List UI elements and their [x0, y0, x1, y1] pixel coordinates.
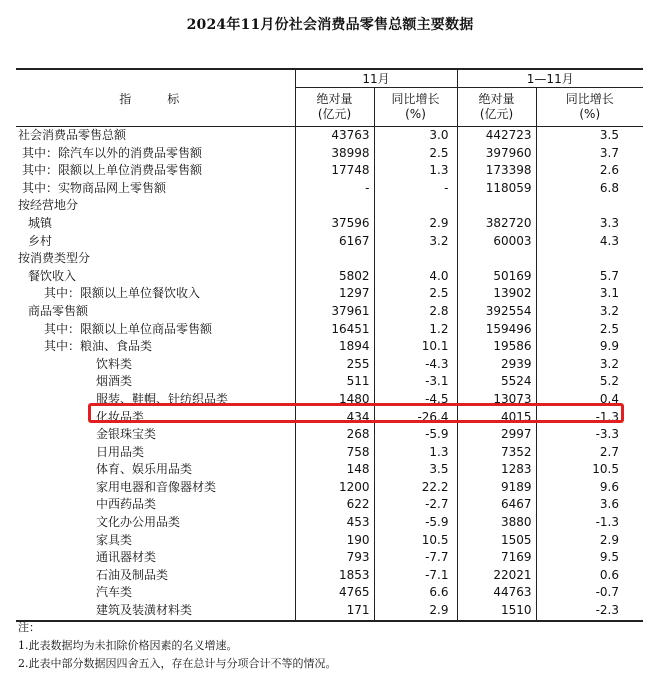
row-label: 社会消费品零售总额	[18, 128, 127, 142]
cell-ytd-abs: 7169	[457, 549, 536, 567]
cell-month-abs: 255	[295, 356, 374, 374]
cell-ytd-abs: 5524	[457, 373, 536, 391]
row-label: 中西药品类	[96, 497, 157, 512]
row-label: 石油及制品类	[96, 567, 169, 582]
cell-ytd-growth: -2.3	[536, 602, 643, 621]
row-label: 按经营地分	[18, 198, 79, 213]
cell-ytd-abs: 1283	[457, 461, 536, 479]
retail-sales-table	[16, 68, 643, 622]
cell-month-abs: -	[295, 180, 374, 198]
cell-ytd-abs: 44763	[457, 584, 536, 602]
cell-ytd-growth: 10.5	[536, 461, 643, 479]
cell-month-growth: 10.1	[374, 338, 457, 356]
row-label: 文化办公用品类	[96, 515, 181, 530]
page-title: 2024年11月份社会消费品零售总额主要数据	[186, 17, 474, 33]
cell-ytd-abs: 159496	[457, 321, 536, 339]
cell-month-abs: 16451	[295, 321, 374, 339]
cell-month-growth: 1.3	[374, 444, 457, 462]
table-row	[16, 584, 643, 602]
cell-month-growth: -4.5	[374, 391, 457, 409]
cell-ytd-abs: 50169	[457, 268, 536, 286]
table-row	[16, 461, 643, 479]
table-row	[16, 250, 643, 268]
cell-month-abs	[295, 197, 374, 215]
cell-ytd-abs: 7352	[457, 444, 536, 462]
cell-ytd-growth: 3.6	[536, 496, 643, 514]
cell-ytd-abs: 2997	[457, 426, 536, 444]
cell-month-growth: -5.9	[374, 514, 457, 532]
cell-ytd-abs: 13902	[457, 285, 536, 303]
cell-month-abs: 1297	[295, 285, 374, 303]
row-label: 其中：限额以上单位商品零售额	[44, 321, 213, 336]
cell-ytd-growth	[536, 197, 643, 215]
cell-month-abs: 190	[295, 532, 374, 550]
cell-month-abs: 758	[295, 444, 374, 462]
col-header-abs: 绝对量 (亿元)	[457, 88, 536, 127]
cell-month-growth: 4.0	[374, 268, 457, 286]
indicator-header: 指 标	[16, 69, 295, 127]
cell-ytd-abs: 9189	[457, 479, 536, 497]
row-label: 商品零售额	[28, 303, 89, 318]
row-label: 饮料类	[96, 356, 133, 371]
row-label: 其中：限额以上单位消费品零售额	[22, 163, 203, 178]
cell-month-growth: 3.5	[374, 461, 457, 479]
table-row	[16, 233, 643, 251]
row-label: 建筑及装潢材料类	[16, 602, 295, 621]
cell-ytd-growth: 2.9	[536, 532, 643, 550]
row-label: 通讯器材类	[96, 550, 157, 565]
cell-month-growth: 1.2	[374, 321, 457, 339]
cell-ytd-growth: 2.5	[536, 321, 643, 339]
cell-ytd-abs: 3880	[457, 514, 536, 532]
cell-month-abs: 43763	[295, 127, 374, 145]
notes	[18, 619, 337, 673]
cell-ytd-growth: -1.3	[536, 409, 643, 427]
cell-ytd-abs: 397960	[457, 145, 536, 163]
table-row	[16, 145, 643, 163]
period-header-november: 11月	[295, 69, 457, 88]
cell-month-growth: 22.2	[374, 479, 457, 497]
table-row	[16, 426, 643, 444]
cell-month-growth: 2.8	[374, 303, 457, 321]
cell-month-abs: 148	[295, 461, 374, 479]
cell-month-growth: -3.1	[374, 373, 457, 391]
table-row	[16, 373, 643, 391]
cell-month-abs: 37596	[295, 215, 374, 233]
cell-month-growth: -	[374, 180, 457, 198]
cell-month-abs: 171	[295, 602, 374, 621]
row-label: 餐饮收入	[28, 268, 77, 283]
cell-month-abs	[295, 250, 374, 268]
table-row	[16, 391, 643, 409]
cell-month-abs: 1853	[295, 567, 374, 585]
cell-month-abs: 453	[295, 514, 374, 532]
row-label: 金银珠宝类	[96, 427, 157, 442]
note-line: 2.此表中部分数据因四舍五入，存在总计与分项合计不等的情况。	[18, 657, 337, 670]
cell-ytd-growth: 3.3	[536, 215, 643, 233]
cell-month-abs: 1894	[295, 338, 374, 356]
cell-ytd-growth: 9.6	[536, 479, 643, 497]
table-row	[16, 127, 643, 145]
cell-month-growth: -26.4	[374, 409, 457, 427]
cell-month-growth: 6.6	[374, 584, 457, 602]
cell-ytd-abs: 6467	[457, 496, 536, 514]
cell-ytd-abs: 19586	[457, 338, 536, 356]
cell-ytd-abs: 173398	[457, 162, 536, 180]
cell-month-growth: 2.9	[374, 602, 457, 621]
cell-month-abs: 434	[295, 409, 374, 427]
row-label: 乡村	[28, 233, 53, 248]
cell-month-growth	[374, 250, 457, 268]
row-label: 服装、鞋帽、针纺织品类	[96, 391, 229, 406]
cell-ytd-abs: 22021	[457, 567, 536, 585]
cell-month-growth: 2.9	[374, 215, 457, 233]
table-row	[16, 567, 643, 585]
row-label: 化妆品类	[96, 409, 145, 424]
table-row	[16, 479, 643, 497]
notes-heading: 注：	[18, 621, 40, 634]
cell-ytd-growth: 3.7	[536, 145, 643, 163]
table-row	[16, 197, 643, 215]
cell-month-abs: 4765	[295, 584, 374, 602]
period-header-jan-nov: 1—11月	[457, 69, 643, 88]
cell-month-growth: 10.5	[374, 532, 457, 550]
cell-month-growth: -5.9	[374, 426, 457, 444]
table-row	[16, 162, 643, 180]
table-row	[16, 602, 643, 621]
cell-month-abs: 622	[295, 496, 374, 514]
row-label: 家具类	[96, 532, 133, 547]
cell-month-growth: 2.5	[374, 145, 457, 163]
cell-ytd-abs: 1505	[457, 532, 536, 550]
table-row	[16, 303, 643, 321]
cell-month-abs: 511	[295, 373, 374, 391]
cell-ytd-abs	[457, 250, 536, 268]
cell-ytd-growth: 3.1	[536, 285, 643, 303]
table-row	[16, 338, 643, 356]
table-row	[16, 268, 643, 286]
row-label: 其中：限额以上单位餐饮收入	[44, 286, 201, 301]
cell-month-abs: 17748	[295, 162, 374, 180]
row-label: 城镇	[28, 215, 53, 230]
cell-ytd-abs: 4015	[457, 409, 536, 427]
cell-ytd-growth: 5.7	[536, 268, 643, 286]
cell-ytd-abs: 1510	[457, 602, 536, 621]
table-row	[16, 444, 643, 462]
table-row	[16, 285, 643, 303]
cell-ytd-growth: 0.6	[536, 567, 643, 585]
cell-month-growth: -7.7	[374, 549, 457, 567]
row-label: 体育、娱乐用品类	[96, 462, 193, 477]
cell-ytd-growth: 3.2	[536, 356, 643, 374]
cell-month-growth: 3.2	[374, 233, 457, 251]
row-label: 家用电器和音像器材类	[96, 479, 217, 494]
table-row	[16, 409, 643, 427]
cell-month-growth	[374, 197, 457, 215]
cell-ytd-growth: 2.6	[536, 162, 643, 180]
cell-ytd-growth: 6.8	[536, 180, 643, 198]
cell-ytd-abs: 13073	[457, 391, 536, 409]
cell-ytd-abs: 392554	[457, 303, 536, 321]
cell-month-growth: -7.1	[374, 567, 457, 585]
cell-ytd-abs: 442723	[457, 127, 536, 145]
cell-month-abs: 793	[295, 549, 374, 567]
cell-ytd-abs: 382720	[457, 215, 536, 233]
row-label: 其中：除汽车以外的消费品零售额	[22, 145, 203, 160]
cell-ytd-growth: 2.7	[536, 444, 643, 462]
table-row	[16, 549, 643, 567]
cell-month-abs: 5802	[295, 268, 374, 286]
cell-ytd-growth: -3.3	[536, 426, 643, 444]
row-label: 汽车类	[96, 585, 133, 600]
row-label: 其中：粮油、食品类	[44, 339, 153, 354]
cell-ytd-growth: 4.3	[536, 233, 643, 251]
row-label: 其中：实物商品网上零售额	[22, 180, 167, 195]
table-row	[16, 180, 643, 198]
cell-ytd-growth: 5.2	[536, 373, 643, 391]
cell-month-growth: 3.0	[374, 127, 457, 145]
table-row	[16, 321, 643, 339]
cell-ytd-abs	[457, 197, 536, 215]
cell-ytd-growth: 3.5	[536, 127, 643, 145]
row-label: 日用品类	[96, 444, 145, 459]
cell-month-growth: -4.3	[374, 356, 457, 374]
cell-ytd-abs: 118059	[457, 180, 536, 198]
table-row	[16, 496, 643, 514]
cell-month-abs: 1200	[295, 479, 374, 497]
col-header-abs: 绝对量 (亿元)	[295, 88, 374, 127]
cell-month-growth: 2.5	[374, 285, 457, 303]
table-row	[16, 514, 643, 532]
cell-month-abs: 38998	[295, 145, 374, 163]
cell-ytd-growth	[536, 250, 643, 268]
cell-month-growth: -2.7	[374, 496, 457, 514]
table-row	[16, 532, 643, 550]
row-label: 按消费类型分	[18, 251, 91, 266]
table-row	[16, 215, 643, 233]
cell-month-abs: 268	[295, 426, 374, 444]
cell-ytd-growth: 0.4	[536, 391, 643, 409]
cell-month-abs: 1480	[295, 391, 374, 409]
cell-ytd-growth: 9.5	[536, 549, 643, 567]
cell-ytd-growth: -1.3	[536, 514, 643, 532]
col-header-growth: 同比增长 (%)	[374, 88, 457, 127]
col-header-growth: 同比增长 (%)	[536, 88, 643, 127]
row-label: 烟酒类	[96, 374, 133, 389]
cell-ytd-growth: -0.7	[536, 584, 643, 602]
cell-month-abs: 6167	[295, 233, 374, 251]
table-row	[16, 356, 643, 374]
cell-ytd-abs: 60003	[457, 233, 536, 251]
cell-ytd-abs: 2939	[457, 356, 536, 374]
cell-month-growth: 1.3	[374, 162, 457, 180]
note-line: 1.此表数据均为未扣除价格因素的名义增速。	[18, 639, 238, 652]
cell-ytd-growth: 9.9	[536, 338, 643, 356]
cell-ytd-growth: 3.2	[536, 303, 643, 321]
cell-month-abs: 37961	[295, 303, 374, 321]
